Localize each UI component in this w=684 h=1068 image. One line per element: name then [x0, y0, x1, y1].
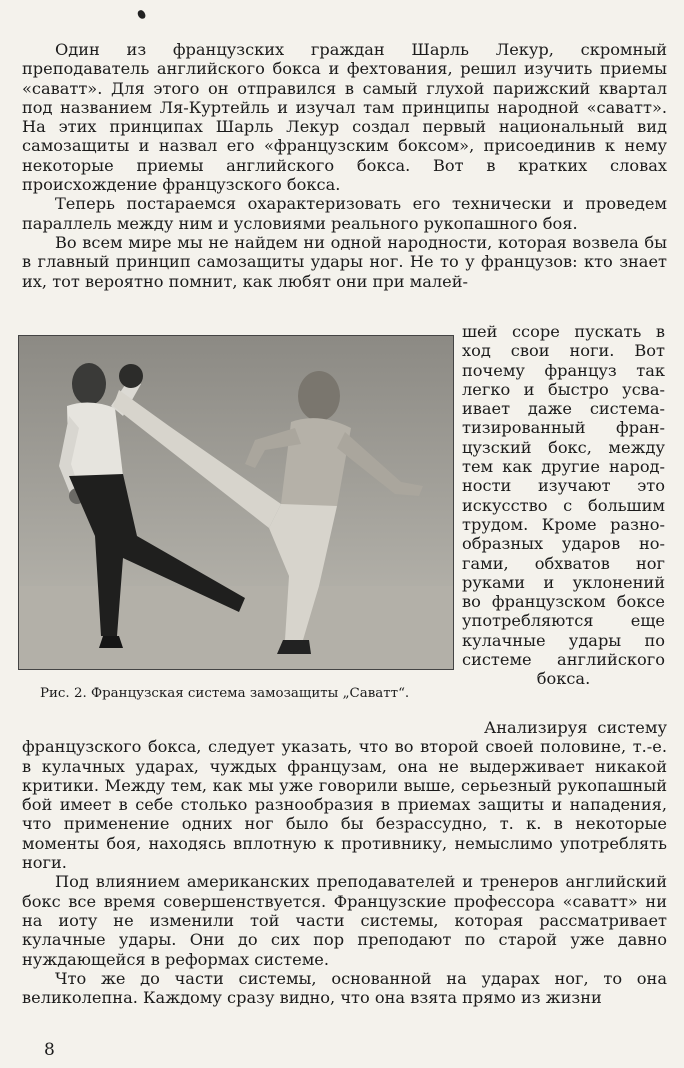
- savate-photo: [18, 335, 454, 670]
- side-line: почему француз так: [462, 360, 665, 380]
- ink-speck: [137, 9, 147, 20]
- text-block-top: [22, 40, 667, 291]
- side-line: легко и быстро усва-: [462, 379, 665, 399]
- side-line: гами, обхватов ног: [462, 553, 665, 573]
- side-line: тем как другие народ-: [462, 457, 665, 477]
- side-line: во французском боксе: [462, 592, 665, 612]
- side-line: ности изучают это: [462, 476, 665, 496]
- side-line: искусство с большим: [462, 495, 665, 515]
- paragraph: Один из французских граждан Шарль Лекур, скромный преподаватель английского бокса и фехтования, решил изучить приемы «саватт». Для этого он отправился в самый глухой парижский квартал под названием Ля-Куртейль и изучал там принципы народной «саватт». На этих принципах Шарль Лекур создал первый национальный вид самозащиты и назвал его «французским боксом», присоединив к нему некоторые приемы английского бокса. Вот в кратких словах происхождение французского бокса.: [22, 40, 667, 195]
- text-block-bottom: [22, 718, 667, 1007]
- side-line: образных ударов но-: [462, 534, 665, 554]
- side-line: бокса.: [536, 669, 591, 689]
- paragraph: Анализируя систему французского бокса, следует указать, что во второй своей половине, т.-е. в кулачных ударах, чуждых французам, она не выдерживает никакой критики. Между тем, как мы уже говорили выше, серьезный рукопашный бой имеет в себе столько разнообразия в приемах защиты и нападения, что применение одних ног было бы безрассудно, т. к. в некоторые моменты боя, находясь вплотную к противнику, немыслимо употреблять ноги.: [22, 718, 667, 873]
- side-line: системе английского: [462, 650, 665, 670]
- side-line: кулачные удары по: [462, 630, 665, 650]
- side-line: руками и уклонений: [462, 572, 665, 592]
- side-line: цузский бокс, между: [462, 437, 665, 457]
- side-line: употребляются еще: [462, 611, 665, 631]
- figure-caption: Рис. 2. Французская система замозащиты „Саватт“.: [40, 686, 410, 701]
- side-line: шей ссоре пускать в: [462, 322, 665, 341]
- paragraph: Под влиянием американских преподавателей и тренеров английский бокс все время совершенствуется. Французские профессора «саватт» ни на иоту не изменили той части системы, которая рассматривает кулачные удары. Они до сих пор преподают по старой уже давно нуждающейся в реформах системе.: [22, 872, 667, 969]
- side-line: тизированный фран-: [462, 418, 665, 438]
- savate-photo-illustration: [19, 336, 453, 669]
- side-column: [462, 322, 665, 689]
- page-number: 8: [44, 1040, 55, 1060]
- side-line: трудом. Кроме разно-: [462, 514, 665, 534]
- side-line: ивает даже системa-: [462, 399, 665, 419]
- side-line: ход свои ноги. Вот: [462, 341, 665, 361]
- paragraph: Теперь постараемся охарактеризовать его технически и проведем параллель между ним и условиями реального рукопашного боя.: [22, 194, 667, 233]
- paragraph: Во всем мире мы не найдем ни одной народности, которая возвела бы в главный принцип самозащиты удары ног. Не то у французов: кто знает их, тот вероятно помнит, как любят они при малей-: [22, 232, 667, 291]
- paragraph: Что же до части системы, основанной на ударах ног, то она великолепна. Каждому сразу видно, что она взята прямо из жизни: [22, 968, 667, 1008]
